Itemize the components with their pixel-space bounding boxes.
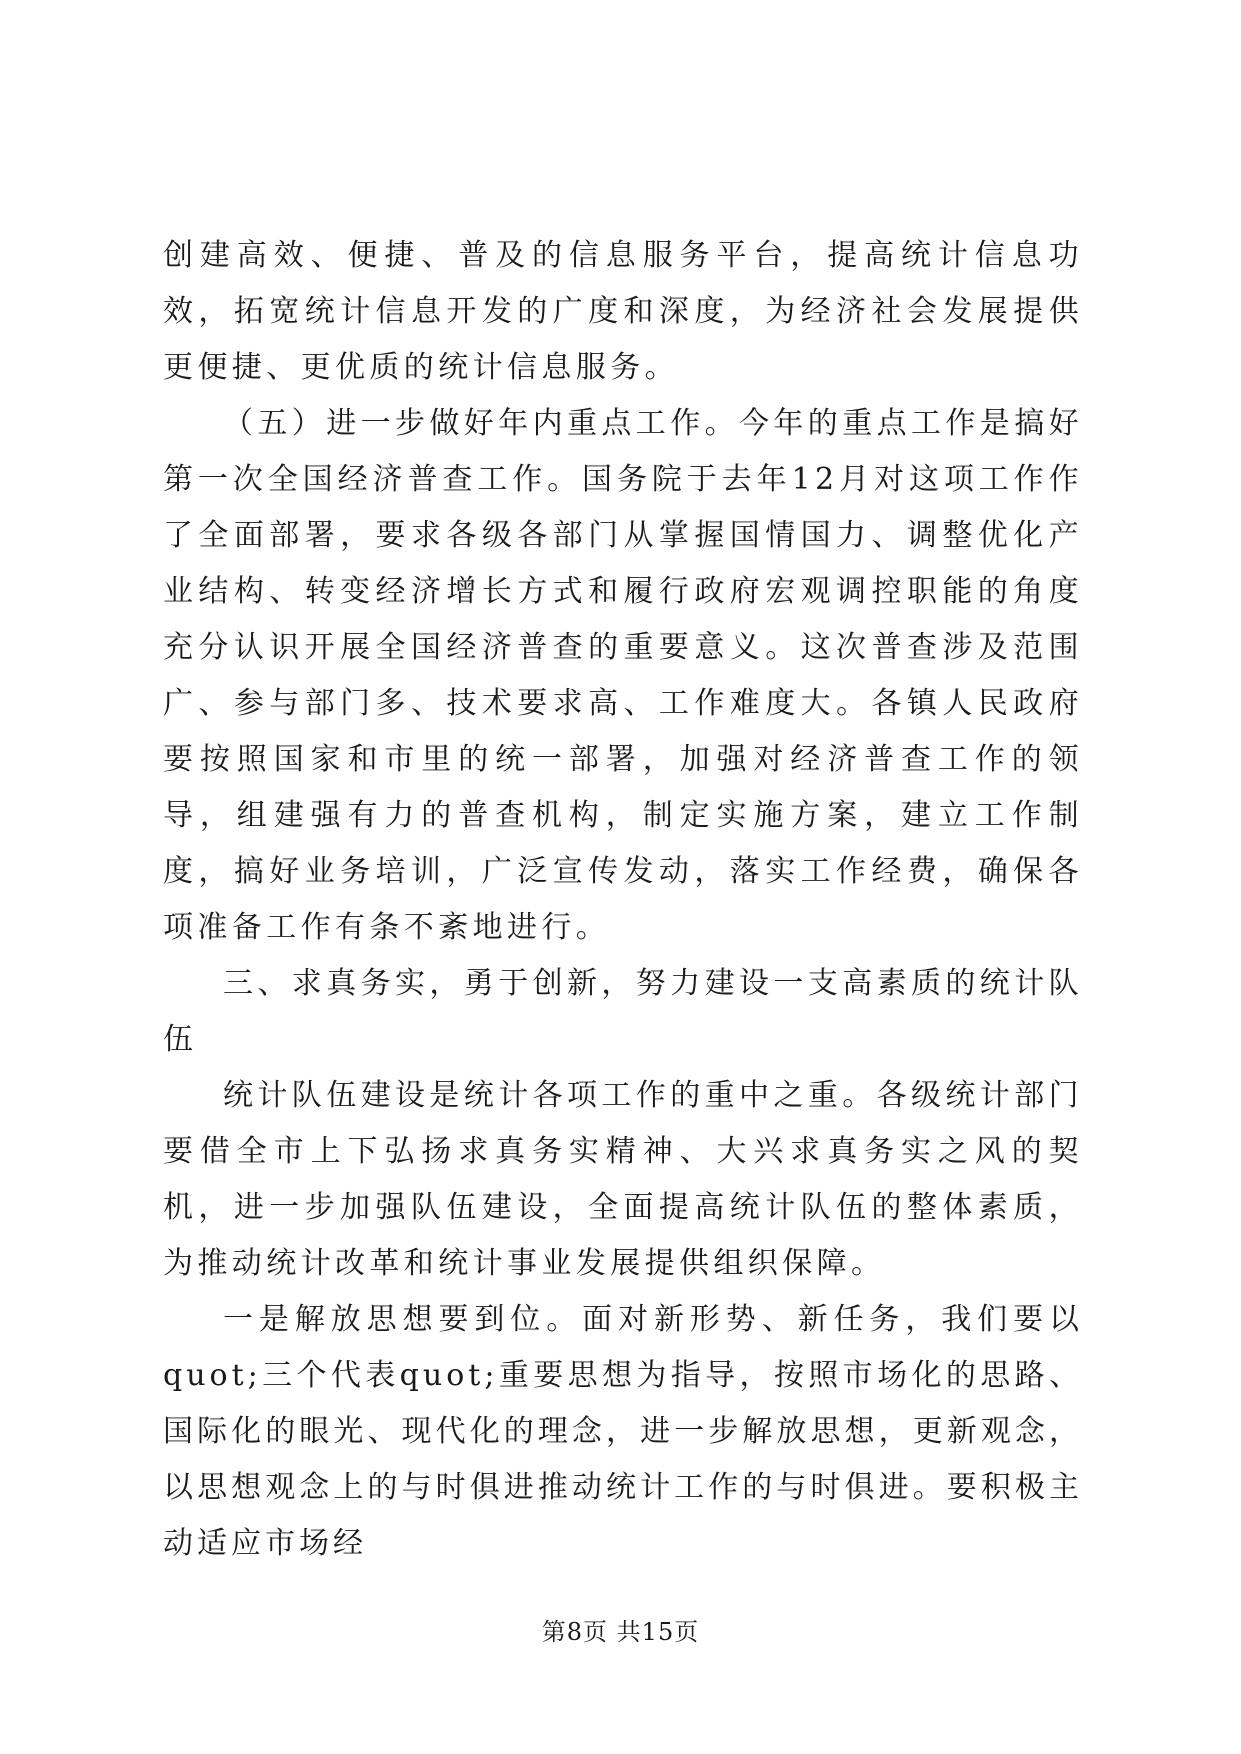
page-number-footer: 第8页 共15页: [541, 1618, 700, 1646]
paragraph-emancipate-mind: 一是解放思想要到位。面对新形势、新任务，我们要以quot;三个代表quot;重要思想为指导，按照市场化的思路、国际化的眼光、现代化的理念，进一步解放思想，更新观念，以思想观念上的与时俱进推动统计工作的与时俱进。要积极主动适应市场经: [163, 1302, 1083, 1561]
paragraph-continuation: 创建高效、便捷、普及的信息服务平台，提高统计信息功效，拓宽统计信息开发的广度和深度，为经济社会发展提供更便捷、更优质的统计信息服务。: [163, 238, 1083, 385]
section-heading: 三、求真务实，勇于创新，努力建设一支高素质的统计队伍: [163, 966, 1083, 1057]
document-body: [163, 228, 1083, 1572]
paragraph-team-building: 统计队伍建设是统计各项工作的重中之重。各级统计部门要借全市上下弘扬求真务实精神、大兴求真务实之风的契机，进一步加强队伍建设，全面提高统计队伍的整体素质，为推动统计改革和统计事业发展提供组织保障。: [163, 1078, 1083, 1281]
paragraph-key-work: （五）进一步做好年内重点工作。今年的重点工作是搞好第一次全国经济普查工作。国务院于去年12月对这项工作作了全面部署，要求各级各部门从掌握国情国力、调整优化产业结构、转变经济增长方式和履行政府宏观调控职能的角度充分认识开展全国经济普查的重要意义。这次普查涉及范围广、参与部门多、技术要求高、工作难度大。各镇人民政府要按照国家和市里的统一部署，加强对经济普查工作的领导，组建强有力的普查机构，制定实施方案，建立工作制度，搞好业务培训，广泛宣传发动，落实工作经费，确保各项准备工作有条不紊地进行。: [163, 406, 1083, 945]
